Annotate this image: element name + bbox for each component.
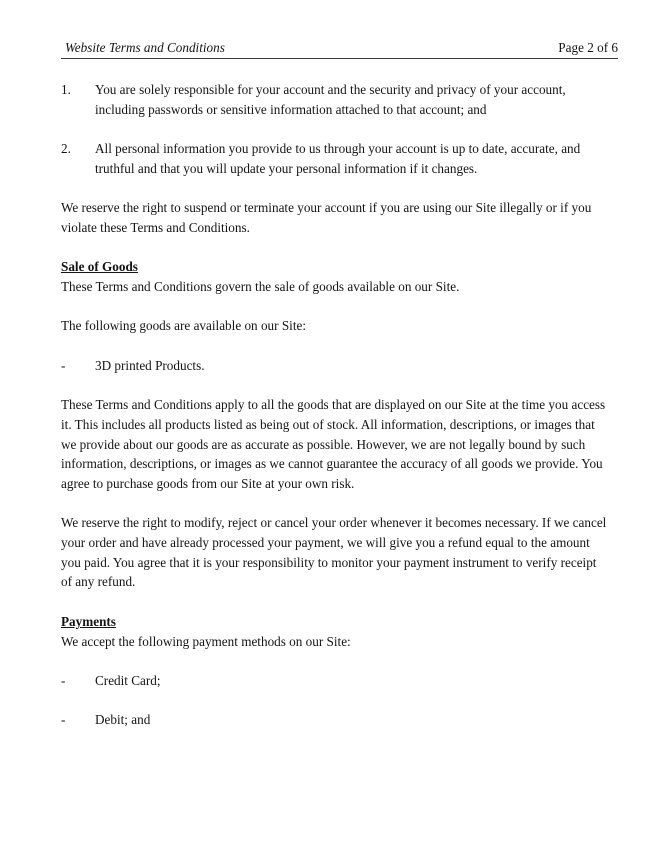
paragraph-modify-cancel: We reserve the right to modify, reject or cancel your order whenever it becomes necessary. If we cancel your order and have already processed your payment, we will give you a refund equal to the amount you paid. You agree that it is your responsibility to monitor your payment instrument to verify receipt of any refund. [61,515,607,590]
dash-item-debit-marker: - [61,712,66,728]
dash-item-debit [61,710,609,730]
document-header [61,40,618,59]
numbered-item-2 [61,139,609,178]
dash-item-debit-text: Debit; and [95,712,151,728]
document-body [61,80,609,730]
numbered-item-1-marker: 1. [61,82,71,97]
dash-item-credit-card [61,671,609,691]
numbered-item-1 [61,80,609,119]
paragraph-payments-intro: We accept the following payment methods on our Site: [61,633,351,649]
dash-item-3d-products [61,356,609,376]
paragraph-suspend-terminate: We reserve the right to suspend or terminate your account if you are using our Site illegally or if you violate these Terms and Conditions. [61,200,592,235]
section-heading-sale-of-goods: Sale of Goods [61,259,138,275]
dash-item-3d-products-marker: - [61,357,66,373]
numbered-item-2-marker: 2. [61,141,71,157]
dash-item-credit-card-marker: - [61,672,66,688]
dash-item-credit-card-text: Credit Card; [95,672,161,688]
document-title: Website Terms and Conditions [65,40,225,55]
paragraph-goods-apply: These Terms and Conditions apply to all the goods that are displayed on our Site at the time you access it. This includes all products listed as being out of stock. All information, descriptions, or images that we provide about our goods are as accurate as possible. However, we are not legally bound by such information, descriptions, or images as we cannot guarantee the accuracy of all goods we provide. You agree to purchase goods from our Site at your own risk. [61,397,606,491]
page-number: Page 2 of 6 [558,40,618,55]
paragraph-sale-intro: These Terms and Conditions govern the sale of goods available on our Site. [61,278,460,294]
dash-item-3d-products-text: 3D printed Products. [95,357,205,373]
paragraph-goods-available: The following goods are available on our Site: [61,318,307,334]
numbered-item-2-text: All personal information you provide to us through your account is up to date, accurate, and truthful and that you will update your personal information if it changes. [95,141,581,176]
section-heading-payments: Payments [61,613,116,629]
numbered-item-1-text: You are solely responsible for your account and the security and privacy of your account, including passwords or sensitive information attached to that account; and [95,82,566,117]
